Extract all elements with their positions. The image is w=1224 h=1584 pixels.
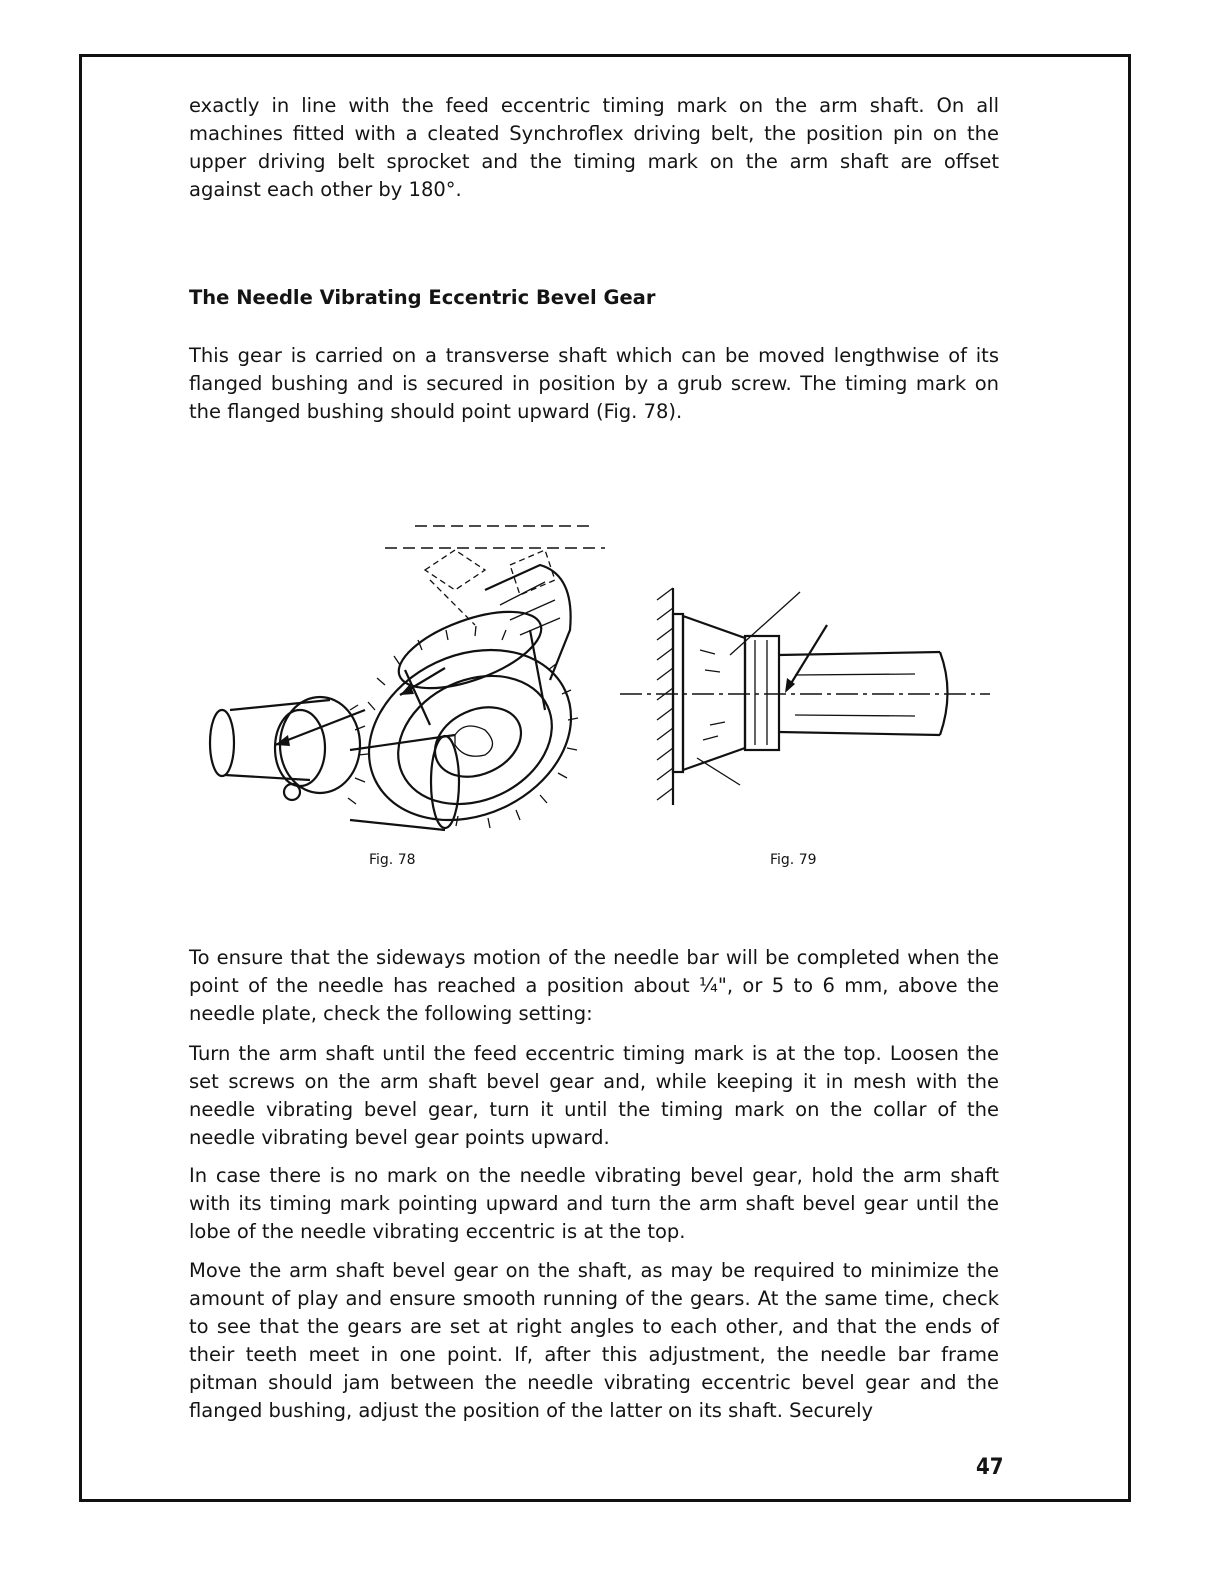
page-number: 47 [976, 1455, 1004, 1480]
paragraph-turn: Turn the arm shaft until the feed eccentric timing mark is at the top. Loosen the set screws on the arm shaft bevel gear and, while keeping it in mesh with the needle vibrating bevel gear, turn it until the timing mark on the collar of the needle vibrating bevel gear points upward. [189, 1042, 999, 1149]
paragraph-intro: exactly in line with the feed eccentric timing mark on the arm shaft. On all machines fitted with a cleated Synchroflex driving belt, the position pin on the upper driving belt sprocket and the timing mark on the arm shaft are offset against each other by 180°. [189, 94, 999, 201]
figure-78-illustration [200, 510, 620, 830]
figure-79-caption: Fig. 79 [770, 852, 817, 868]
figure-79-illustration [615, 580, 995, 810]
section-heading: The Needle Vibrating Eccentric Bevel Gear [189, 286, 656, 309]
figure-78-caption: Fig. 78 [369, 852, 416, 868]
paragraph-gear: This gear is carried on a transverse shaft which can be moved lengthwise of its flanged bushing and is secured in position by a grub screw. The timing mark on the flanged bushing should point upward (Fig. 78). [189, 344, 999, 423]
paragraph-move: Move the arm shaft bevel gear on the shaft, as may be required to minimize the amount of play and ensure smooth running of the gears. At the same time, check to see that the gears are set at right angles to each other, and that the ends of their teeth meet in one point. If, after this adjustment, the needle bar frame pitman should jam between the needle vibrating eccentric bevel gear and the flanged bushing, adjust the position of the latter on its shaft. Securely [189, 1259, 999, 1422]
paragraph-no-mark: In case there is no mark on the needle vibrating bevel gear, hold the arm shaft with its timing mark pointing upward and turn the arm shaft bevel gear until the lobe of the needle vibrating eccentric is at the top. [189, 1164, 999, 1243]
paragraph-ensure: To ensure that the sideways motion of the needle bar will be completed when the point of the needle has reached a position about ¼", or 5 to 6 mm, above the needle plate, check the following setting: [189, 946, 999, 1025]
